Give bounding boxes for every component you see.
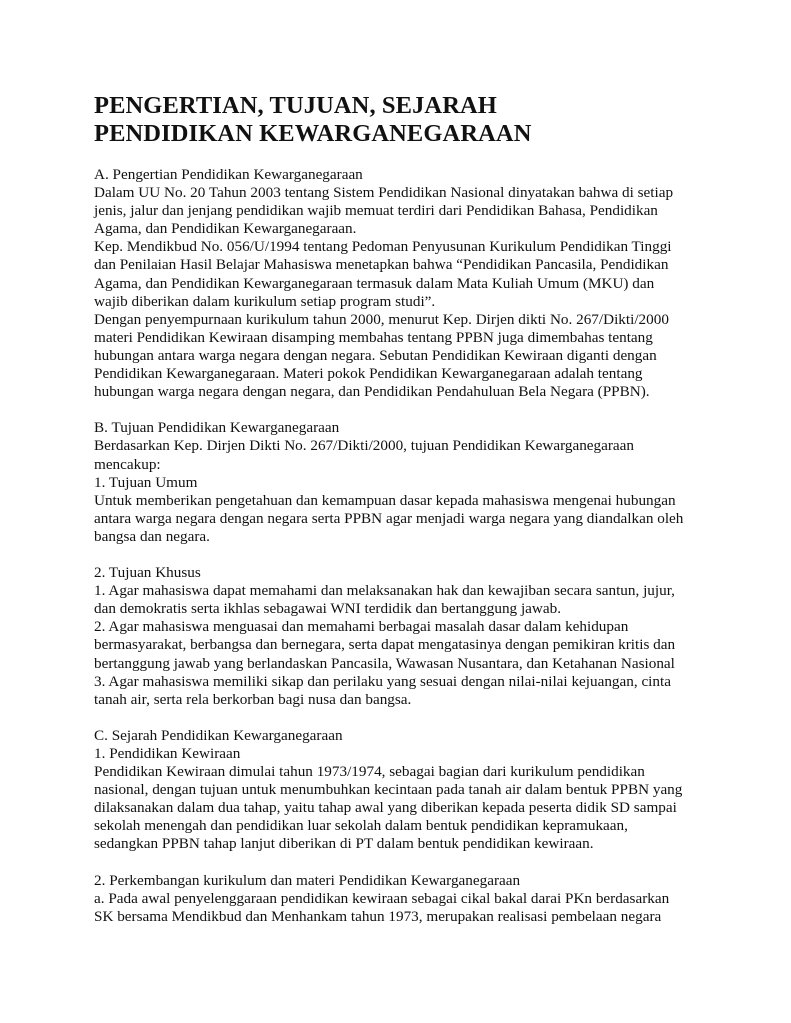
section-pengertian bbox=[94, 166, 734, 401]
paragraph-line: mencakup: bbox=[94, 455, 161, 473]
paragraph-spacer bbox=[94, 709, 734, 727]
paragraph-line: hubungan warga negara dengan negara, dan Pendidikan Pendahuluan Bela Negara (PPBN). bbox=[94, 383, 650, 401]
paragraph-line: antara warga negara dengan negara serta PPBN agar menjadi warga negara yang diandalkan oleh bbox=[94, 509, 684, 527]
document-title bbox=[94, 92, 734, 148]
list-item-line: bertanggung jawab yang berlandaskan Pancasila, Wawasan Nusantara, dan Ketahanan Nasional bbox=[94, 654, 675, 672]
paragraph-line: Agama, dan Pendidikan Kewarganegaraan. bbox=[94, 220, 357, 238]
paragraph-line: a. Pada awal penyelenggaraan pendidikan kewiraan sebagai cikal bakal darai PKn berdasarkan bbox=[94, 889, 670, 907]
section-tujuan bbox=[94, 419, 734, 709]
subsection-heading: 2. Perkembangan kurikulum dan materi Pendidikan Kewarganegaraan bbox=[94, 871, 521, 889]
list-item-line: dan demokratis serta ikhlas sebagawai WNI terdidik dan bertanggung jawab. bbox=[94, 600, 562, 618]
paragraph-spacer bbox=[94, 401, 734, 419]
paragraph-line: Dalam UU No. 20 Tahun 2003 tentang Sistem Pendidikan Nasional dinyatakan bahwa di setiap bbox=[94, 184, 674, 202]
paragraph-line: sekolah menengah dan pendidikan luar sekolah dalam bentuk pendidikan kepramukaan, bbox=[94, 817, 628, 835]
document-page bbox=[94, 92, 734, 926]
paragraph-line: Untuk memberikan pengetahuan dan kemampuan dasar kepada mahasiswa mengenai hubungan bbox=[94, 491, 676, 509]
section-sejarah bbox=[94, 727, 734, 926]
paragraph-line: Kep. Mendikbud No. 056/U/1994 tentang Pedoman Penyusunan Kurikulum Pendidikan Tinggi bbox=[94, 238, 672, 256]
title-line-1: PENGERTIAN, TUJUAN, SEJARAH bbox=[94, 92, 497, 119]
paragraph-line: hubungan antara warga negara dengan negara. Sebutan Pendidikan Kewiraan diganti dengan bbox=[94, 346, 657, 364]
paragraph-line: nasional, dengan tujuan untuk menumbuhkan kecintaan pada tanah air dalam bentuk PPBN yang bbox=[94, 781, 683, 799]
section-heading: B. Tujuan Pendidikan Kewarganegaraan bbox=[94, 419, 340, 437]
section-heading: A. Pengertian Pendidikan Kewarganegaraan bbox=[94, 166, 363, 183]
paragraph-line: Agama, dan Pendidikan Kewarganegaraan termasuk dalam Mata Kuliah Umum (MKU) dan bbox=[94, 274, 655, 292]
paragraph-line: SK bersama Mendikbud dan Menhankam tahun 1973, merupakan realisasi pembelaan negara bbox=[94, 907, 662, 925]
document-body bbox=[94, 166, 734, 926]
subsection-heading: 1. Pendidikan Kewiraan bbox=[94, 745, 241, 762]
paragraph-line: jenis, jalur dan jenjang pendidikan wajib memuat terdiri dari Pendidikan Bahasa, Pendidikan bbox=[94, 202, 658, 220]
paragraph-spacer bbox=[94, 546, 734, 564]
list-item-line: 1. Agar mahasiswa dapat memahami dan melaksanakan hak dan kewajiban secara santun, jujur, bbox=[94, 582, 675, 600]
paragraph-line: dilaksanakan dalam dua tahap, yaitu tahap awal yang diberikan kepada peserta didik SD sampai bbox=[94, 799, 677, 817]
subsection-heading: 2. Tujuan Khusus bbox=[94, 564, 201, 582]
paragraph-line: dan Penilaian Hasil Belajar Mahasiswa menetapkan bahwa “Pendidikan Pancasila, Pendidikan bbox=[94, 256, 669, 274]
paragraph-line: materi Pendidikan Kewiraan disamping membahas tentang PPBN juga dimembahas tentang bbox=[94, 328, 653, 346]
paragraph-line: Dengan penyempurnaan kurikulum tahun 2000, menurut Kep. Dirjen dikti No. 267/Dikti/2000 bbox=[94, 310, 669, 328]
section-heading: C. Sejarah Pendidikan Kewarganegaraan bbox=[94, 726, 343, 744]
paragraph-line: Pendidikan Kewiraan dimulai tahun 1973/1974, sebagai bagian dari kurikulum pendidikan bbox=[94, 763, 645, 781]
paragraph-spacer bbox=[94, 854, 734, 872]
list-item-line: 3. Agar mahasiswa memiliki sikap dan perilaku yang sesuai dengan nilai-nilai kejuangan, cinta bbox=[94, 672, 671, 690]
paragraph-line: sedangkan PPBN tahap lanjut diberikan di PT dalam bentuk pendidikan kewiraan. bbox=[94, 835, 594, 853]
subsection-heading: 1. Tujuan Umum bbox=[94, 473, 198, 491]
list-item-line: tanah air, serta rela berkorban bagi nusa dan bangsa. bbox=[94, 690, 412, 708]
list-item-line: 2. Agar mahasiswa menguasai dan memahami berbagai masalah dasar dalam kehidupan bbox=[94, 618, 629, 636]
paragraph-line: Pendidikan Kewarganegaraan. Materi pokok Pendidikan Kewarganegaraan adalah tentang bbox=[94, 365, 643, 383]
paragraph-line: wajib diberikan dalam kurikulum setiap program studi”. bbox=[94, 292, 436, 310]
title-line-2: PENDIDIKAN KEWARGANEGARAAN bbox=[94, 120, 532, 147]
paragraph-line: Berdasarkan Kep. Dirjen Dikti No. 267/Dikti/2000, tujuan Pendidikan Kewarganegaraan bbox=[94, 437, 635, 455]
paragraph-line: bangsa dan negara. bbox=[94, 527, 210, 545]
list-item-line: bermasyarakat, berbangsa dan bernegara, serta dapat mengatasinya dengan pemikiran kritis dan bbox=[94, 636, 676, 654]
